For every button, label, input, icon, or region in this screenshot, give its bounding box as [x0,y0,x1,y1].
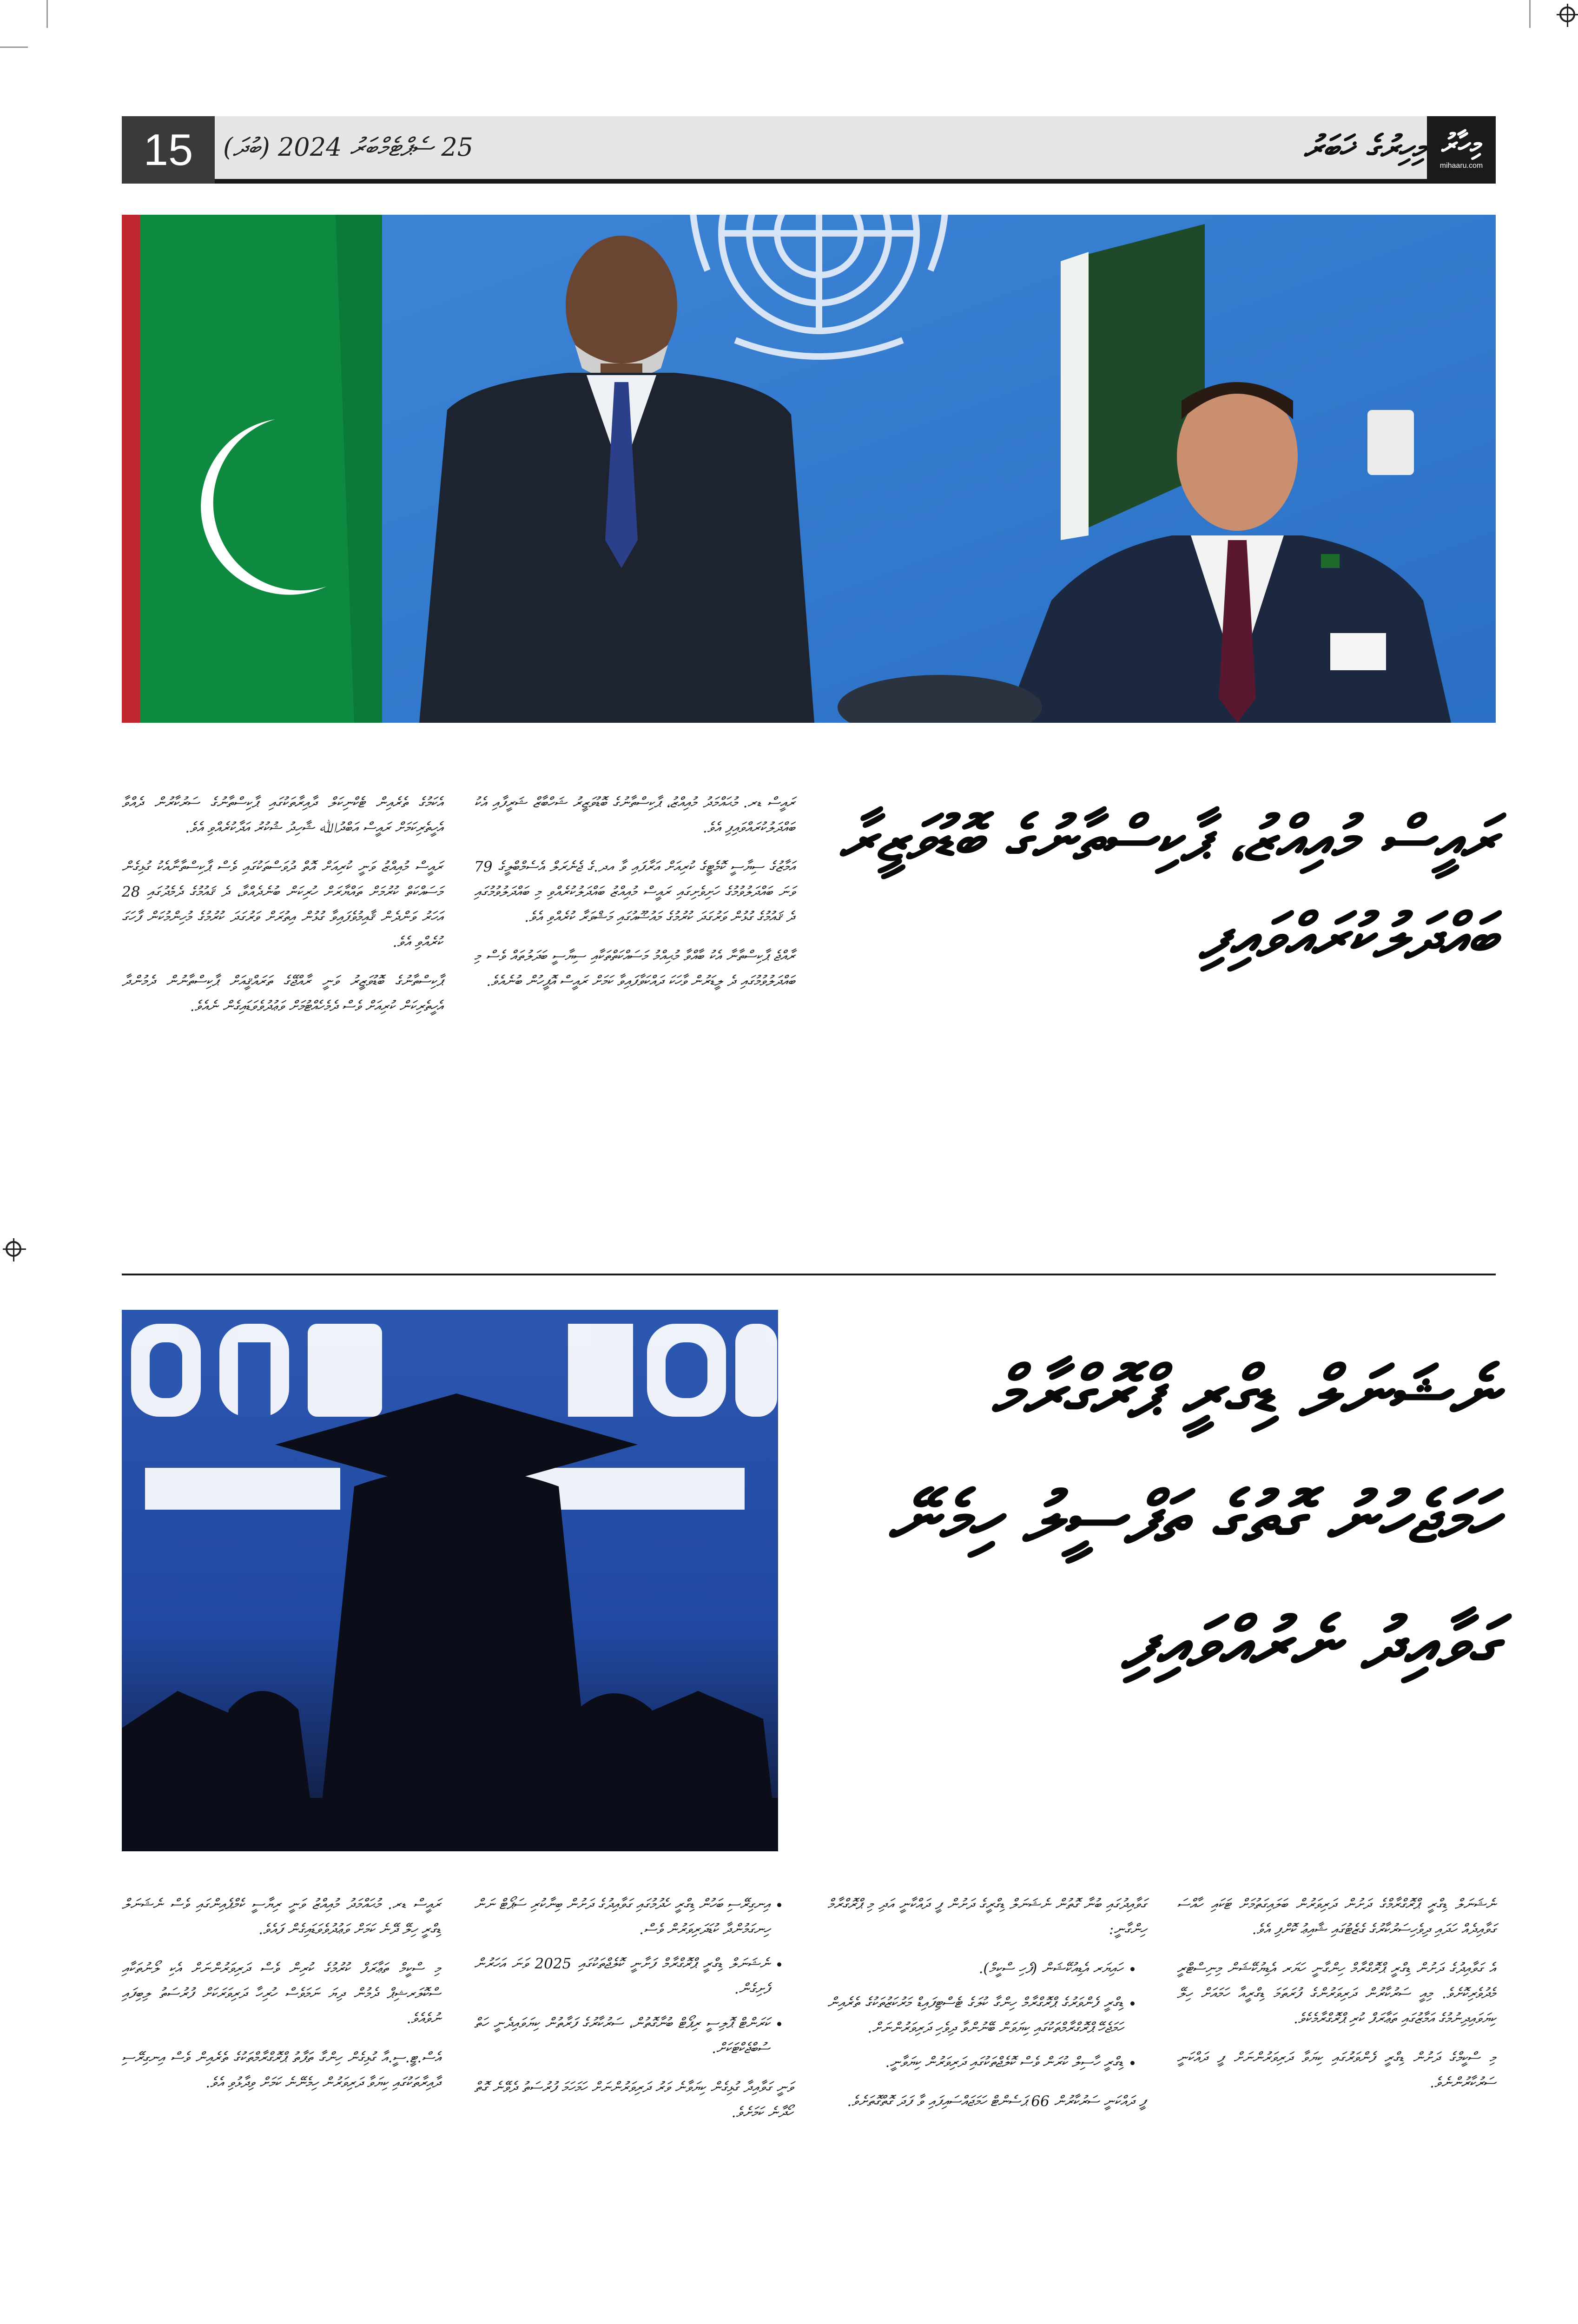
list-item: • އިނގިރޭސި ބަހުން ޑިގްރީ ހެދުމުގައި ގަވާއިދުގެ ދަށުން ބިނާކުރި ސަޕޯޓް ނަން ހިނގަމުންދާ ކުޑަދަރިވަރުން ވެސް. [474,1892,770,1942]
list-item: • ޑިގްރީ ހާސިލް ކުރަން ވެސް ކޮލެޖްތަކުގައި ދަރިވަރުން ކިޔަވާނީ. [827,2050,1123,2075]
list-item: • ނެޝަނަލް ޑިގްރީ ޕްރޮގްރާމް ފަށާނީ ކޮލެޖްތަކުގައި 2025 ވަނަ އަހަރުން ފެށިގެން. [474,1951,770,2001]
article1-column-right [474,790,795,1008]
article2-column-4 [122,1892,441,2109]
article1-paragraph: އަމާޒުގެ ސިޔާސީ ކޮމެޓީގެ ކުރިއަށް އަރާފައި ވާ އދ.ގެ ޖެނެރަލް އެސެމްބްލީގެ 79 ވަނަ ބައްދަލުވުމުގެ ހަށިވެށިގައި ރައީސް މުއިއްޒު ބައްދަލުކުރެއްވި މި ބައްދަލުވުމުގައި ދެ ޤައުމުގެ ގުޅުން ވަރުގަދަ ކުރުމުގެ މައުޟޫއުގައި މަޝްވަރާ ކުރެއްވި އެވެ. [474,858,795,925]
article1-paragraph: ރައީސް ޑރ. މުޙައްމަދު މުއިއްޒު، ޕާކިސްތާނުގެ ބޮޑުވަޒީރު ޝަހްބާޒް ޝަރީފާއި އެކު ބައްދަލުކުރައްވައިފި އެވެ. [474,794,795,836]
article2-column-2 [827,1892,1146,2128]
section-divider [122,1274,1496,1275]
article1-column-left [122,790,442,1033]
article1-paragraph: ޕާކިސްތާނުގެ ބޮޑުވަޒީރު ވަނީ ރާއްޖޭގެ ތަރައްޤީއަށް ޕާކިސްތާނުން ދެމުންދާ އެހީތެރިކަން ކުރިއަށް ވެސް ދެމެހެއްޓުމަށް ވަޢުދުވެވަޑައިގެން ނެއެވެ. [122,973,442,1015]
article2-paragraph: ނެޝަނަލް ޑިގްރީ ޕްރޮގްރާމްގެ ދަށުން ދަރިވަރުން ބަލައިގަތުމަށް ޓަކައި ހާއްސަ ގަވާއިދެއް ހަދައި ދިވެހިސަރުކާރުގެ ގެޒެޓުގައި ޝާއިޢު ކޮށްފި އެވެ. [1177,1896,1496,1938]
article1-paragraph: އެކަމުގެ ތެރެއިން ޓެކްނިކަލް ދާއިރާތަކުގައި ޕާކިސްތާނުގެ ސަރުކާރުން ދެއްވާ އެހީތެރިކަމަށް ރައީސް އަބްދުﷲ ޝާހިދު ޝުކުރު އަދާކުރެއްވި އެވެ. [122,794,442,836]
logo-mark: މިހާރު [1441,127,1481,160]
registration-mark [6,1241,21,1257]
meeting-photo [122,215,1496,723]
article2-paragraph: ވަނީ ގަވާއިދާ ގުޅިގެން ކިޔަވާނެ ވަރު ދަރިވަރުންނަށް ހަމަހަމަ ފުރުސަތު ދެވޭނެ ގޮތް ހޯދާނެ ކަމަށެވެ. [474,2079,793,2121]
crop-mark [1529,0,1531,28]
publication-name: މިހިރުގެ ޚަބަރު [1303,128,1425,166]
list-item: • ކަރަންޓް ޕޮލިސީ ރިޕޯޓް ބުނާގޮތުން، ސަރުކާރުގެ ފަރާތުން ކިޔަވައިދެނީ ހަތް ސުބްޖެކްޓަކަށް. [474,2011,770,2061]
article2-column-3 [474,1892,793,2139]
article2-paragraph: އެ ގަވާއިދުގެ ދަށުން ޑިގްރީ ޕްރޮގްރާމް ހިންގާނީ ހަޔަރ އެޑިޔުކޭޝަން މިނިސްޓްރީ މެދުވެރިކޮށެވެ. މިއީ ސަރުކާރުން ދަރިވަރުންގެ ފުރަތަމަ ޑިގްރީއާ ހަމައަށް ހިލޭ ކިޔަވައިދިނުމުގެ އަމާޒުގައި ތަޢާރަފް ކުރި ޕްރޮގްރާމެކެވެ. [1177,1960,1496,2027]
bullet-list [474,1892,793,2061]
graduation-ceremony-photo [122,1310,778,1851]
article2-paragraph: މި ސްކީމް ތަޢާރަފް ކުރުމުގެ ކުރިން ވެސް ދަރިވަރުންނަށް އެކި ލޯނުތަކާއި ސްކޮލަރޝިޕް ދެމުން ދިޔަ ނަމަވެސް ހުރިހާ ދަރިވަރަކަށް ފުރުސަތު ލިބިފައި ނުވެއެވެ. [122,1960,441,2027]
publication-logo [1427,116,1496,184]
un-emblem-flags-handshake-photo [122,215,1496,723]
registration-mark [1559,7,1575,22]
article2-paragraph: އެސް.ޓީ.ސީ.އާ ގުޅިގެން ހިންގާ ތަފާތު ޕްރޮގްރާމްތަކުގެ ތެރެއިން ވެސް އިނގިރޭސި ދާއިރާތަކުގައި ކިޔަވާ ދަރިވަރުން ހިމެނޭނެ ކަމަށް ވިދާޅުވި އެވެ. [122,2049,441,2091]
article2-paragraph: ގަވާއިދުގައި ބުނާ ގޮތުން ނެޝަނަލް ޑިގްރީގެ ދަށުން ފީ ދައްކާނީ އަދި މި ޕްރޮގްރާމް ހިންގާނީ: [827,1896,1146,1938]
list-item: • ޑިގްރީ ފެންވަރުގެ ޕްރޮގްރާމް ހިންގާ ކުލަގެ ޓެސްޓިފައިޑް މަރުކަޒުތަކުގެ ތެރެއިން ހަމަޖެހޭ ޕްރޮގްރާމްތަކުގައި ކިޔަވަން ބޭނުންވާ ދިވެހި ދަރިވަރުންނަށް. [827,1990,1123,2040]
header-rule [122,179,1496,184]
article2-column-1 [1177,1892,1496,2109]
article2-paragraph: ފީ ދައްކަނީ ސަރުކާރުން 66 ޕަސެންޓް ހަމަޖައްސައިފައި ވާ ފަދަ ގޮތްގޮތަށެވެ. [847,2093,1146,2110]
article2-paragraph: މި ސްކީމްގެ ދަށުން ޑިގްރީ ފެންވަރުގައި ކިޔަވާ ދަރިވަރުންނަށް ފީ ދައްކަނީ ސަރުކާރުންނެވެ. [1177,2049,1496,2091]
article1-paragraph: ރާއްޖެ ޕާކިސްތާނާ އެކު ބާއްވާ މުޙިއްމު މަސައްކަތްތަކާއި ސިޔާސީ ބަދަލުތައް ވެސް މި ބައްދަލުވުމުގައި ދެ ލީޑަރުން ވާހަކަ ދައްކަވާފައިވާ ކަމަށް ރައީސް އޮފީހުން ބުނެއެވެ. [474,948,795,990]
article2-headline: ނެޝަނަލް ޑިގްރީ ޕްރޮގްރާމް ހަމަޖެހުނު ގޮތުގެ ތަފްސީލު ހިމެނޭ ގަވާއިދު ނެރުއްވައިފި [888,1351,1497,1684]
article1-headline: ރައީސް މުއިއްޒު، ޕާކިސްތާނުގެ ބޮޑުވަޒީރާ ބައްދަލުކުރައްވައިފި [839,803,1497,972]
logo-url: mihaaru.com [1439,161,1483,170]
graduation-photo [122,1310,778,1851]
crop-mark [0,46,28,48]
page-number: 15 [122,116,215,184]
issue-date: 25 ސެޕްޓެމްބަރު 2024 (ބުދަ) [223,132,474,162]
crop-mark [46,0,48,28]
article1-paragraph: ރައީސް މުއިއްޒު ވަނީ ކުރިއަށް އޮތް ދުވަސްތަކުގައި ވެސް ޕާކިސްތާނާއެކު ގުޅިގެން މަސައްކަތް ކުރުމަށް ތައްޔާރަށް ހުރިކަން ބުނެދެއްވާ، ދެ ޤައުމުގެ ދެމެދުގައި 28 އަހަރު ވަންދެން ޤާއިމުވެފައިވާ ގުޅުން އިތުރަށް ވަރުގަދަ ކުރުމުގެ މުހިންމުކަން ފާހަގަ ކުރެއްވި އެވެ. [122,858,442,951]
bullet-list [827,1956,1146,2075]
article2-paragraph: ރައީސް ޑރ. މުޙައްމަދު މުއިއްޒު ވަނީ ރިޔާސީ ކެމްޕެއިންގައި ވެސް ނެޝަނަލް ޑިގްރީ ހިލޭ ދޭނެ ކަމަށް ވަޢުދުވެވަޑައިގެން ފައެވެ. [122,1896,441,1938]
list-item: • ހައިޔަރ އެޑިއުކޭޝަން (ފެހި ސްކީމް). [827,1956,1123,1981]
